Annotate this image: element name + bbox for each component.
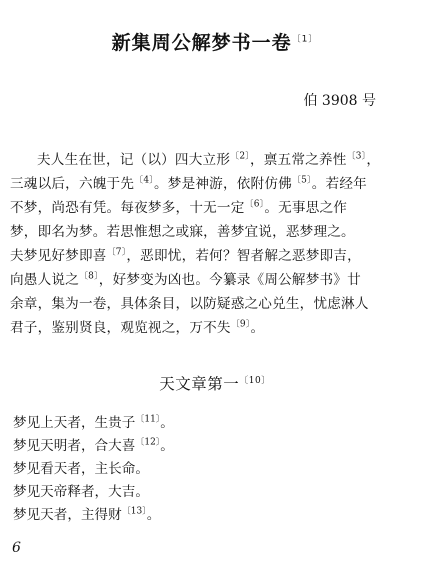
footnote-marker: 〔11〕	[135, 414, 161, 425]
footnote-marker: 〔9〕	[230, 319, 251, 330]
title-text: 新集周公解梦书一卷	[111, 32, 292, 54]
footnote-marker: 〔6〕	[244, 199, 265, 210]
preface-paragraph	[10, 148, 420, 340]
section-heading	[0, 372, 430, 394]
footnote-marker: 〔2〕	[230, 151, 250, 162]
paragraph-line: 余章，集为一卷，具体条目，以防疑惑之心兑生，忧虑淋人	[10, 296, 369, 312]
footnote-marker: 〔8〕	[78, 271, 99, 282]
paragraph-line: 君子，鉴别贤良，观览视之，万不失$^{〔9〕}$。	[10, 319, 265, 336]
title-footnote-marker: 〔1〕	[291, 34, 319, 45]
page-title	[0, 28, 430, 55]
dream-entry: 梦见看天者，主长命。	[13, 461, 149, 477]
footnote-marker: 〔13〕	[121, 506, 147, 517]
paragraph-line: 夫人生在世，记（以）四大立形$^{〔2〕}$，禀五常之养性$^{〔3〕}$，	[37, 151, 381, 168]
section-heading-text: 天文章第一	[159, 375, 240, 393]
section-footnote-marker: 〔10〕	[239, 375, 271, 386]
page-number: 6	[12, 540, 21, 556]
paragraph-line: 夫梦见好梦即喜$^{〔7〕}$，恶即忧，若何？智者解之恶梦即吉，	[10, 247, 361, 264]
footnote-marker: 〔4〕	[134, 175, 154, 186]
paragraph-line: 三魂以后，六魄于先$^{〔4〕}$。梦是神游，依附仿佛$^{〔5〕}$。若经年	[10, 175, 367, 192]
footnote-marker: 〔5〕	[291, 175, 312, 186]
catalog-number: 伯 3908 号	[303, 93, 376, 109]
dream-entry: 梦见天者，主得财$^{〔13〕}$。	[13, 506, 161, 523]
dream-entry: 梦见天明者，合大喜$^{〔12〕}$。	[13, 437, 174, 454]
paragraph-line: 向愚人说之$^{〔8〕}$，好梦变为凶也。今纂录《周公解梦书》廿	[10, 271, 361, 288]
footnote-marker: 〔12〕	[135, 437, 161, 448]
dream-entry: 梦见上天者，生贵子$^{〔11〕}$。	[13, 414, 174, 431]
footnote-marker: 〔7〕	[106, 247, 127, 258]
paragraph-line: 梦，即名为梦。若思惟想之或寐，善梦宜说，恶梦理之。	[10, 224, 355, 240]
dream-entry: 梦见天帝释者，大吉。	[13, 484, 149, 500]
dream-entry-list	[13, 412, 174, 527]
footnote-marker: 〔3〕	[346, 151, 367, 162]
paragraph-line: 不梦，尚恐有凭。每夜梦多，十无一定$^{〔6〕}$。无事思之作	[10, 199, 348, 216]
